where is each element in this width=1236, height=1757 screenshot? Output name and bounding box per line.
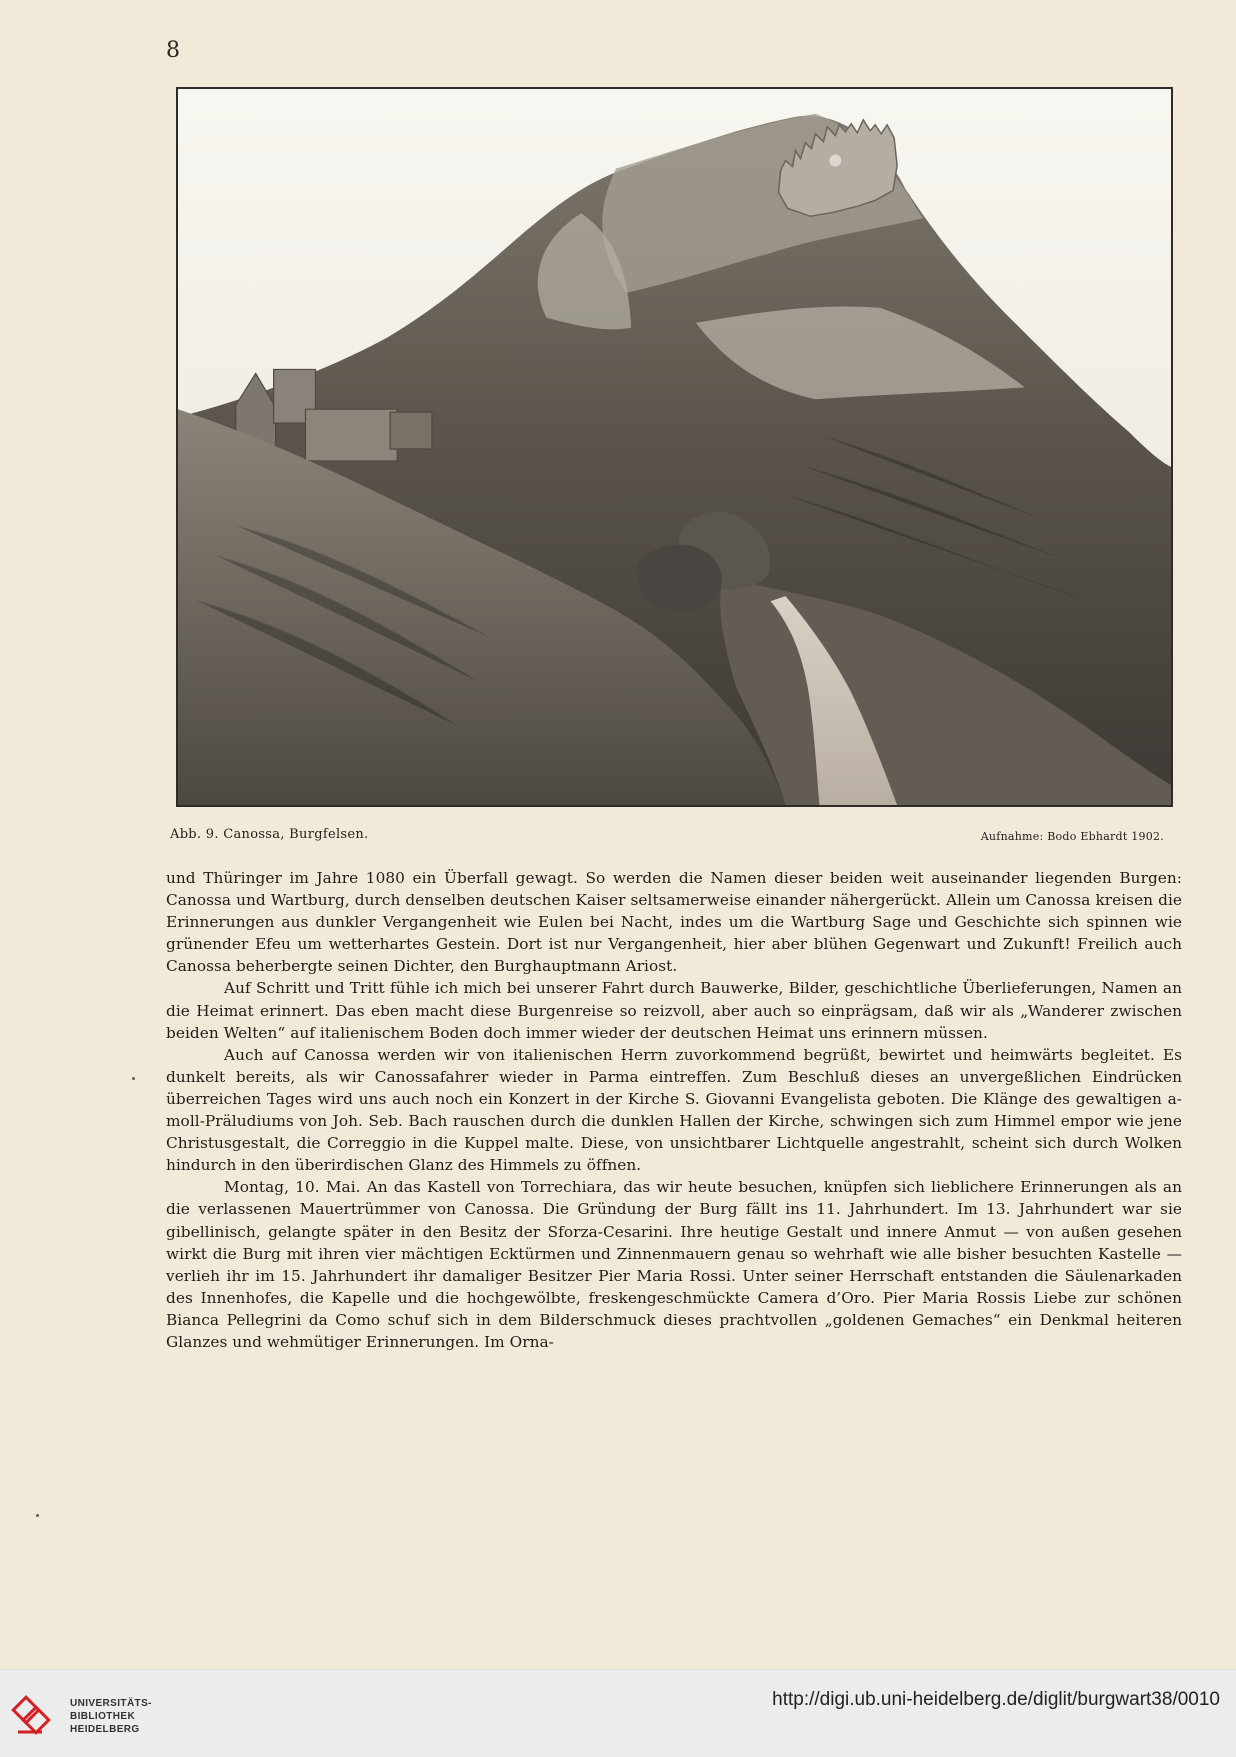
library-name-line-2: BIBLIOTHEK xyxy=(70,1711,136,1722)
paragraph-3: Auch auf Canossa werden wir von italienischen Herrn zuvorkommend begrüßt, bewirtet und heimwärts begleitet. Es dunkelt bereits, als wir Canossafahrer wieder in Parma eintreffen. Zum Beschluß dieses an unvergeßlichen Eindrücken überreichen Tages wird uns auch noch ein Konzert in der Kirche S. Giovanni Evangelista geboten. Die Klänge des gewaltigen a-moll-Präludiums von Joh. Seb. Bach rauschen durch die dunklen Hallen der Kirche, schwingen sich zum Himmel empor wie jene Christusgestalt, die Correggio in die Kuppel malte. Diese, von unsichtbarer Lichtquelle angestrahlt, scheint sich durch Wolken hindurch in den überirdischen Glanz des Himmels zu öffnen. xyxy=(166,1045,1182,1175)
page-number: 8 xyxy=(166,38,180,63)
library-name-line-3: HEIDELBERG xyxy=(70,1724,140,1735)
left-building-3 xyxy=(305,409,397,461)
print-speck xyxy=(132,1077,135,1080)
paragraph-1: und Thüringer im Jahre 1080 ein Überfall gewagt. So werden die Namen dieser beiden weit auseinander liegenden Burgen: Canossa und Wartburg, durch denselben deutschen Kaiser seltsamerweise einander nähergerückt. Allein um Canossa kreisen die Erinnerungen aus dunkler Vergangenheit wie Eulen bei Nacht, indes um die Wartburg Sage und Geschichte sich spinnen wie grünender Efeu um wetterhartes Gestein. Dort ist nur Vergangenheit, hier aber blühen Gegenwart und Zukunft! Freilich auch Canossa beherbergte seinen Dichter, den Burghauptmann Ariost. xyxy=(166,869,1182,976)
photo-drawing xyxy=(178,89,1171,805)
ruin-window xyxy=(829,155,841,167)
library-logo xyxy=(10,1693,68,1741)
figure-caption: Abb. 9. Canossa, Burgfelsen. xyxy=(170,827,369,842)
library-name-line-1: UNIVERSITÄTS- xyxy=(70,1698,152,1709)
castle-rock-photo xyxy=(176,87,1173,807)
paragraph-2: Auf Schritt und Tritt fühle ich mich bei unserer Fahrt durch Bauwerke, Bilder, geschichtliche Überlieferungen, Namen an die Heimat erinnert. Das eben macht diese Burgenreise so reizvoll, aber auch so einprägsam, daß wir als „Wanderer zwischen beiden Welten“ auf italienischem Boden doch immer wieder der deutschen Heimat uns erinnern müssen. xyxy=(166,979,1182,1042)
left-building-4 xyxy=(390,412,432,449)
photo-credit: Aufnahme: Bodo Ebhardt 1902. xyxy=(980,830,1164,843)
library-name xyxy=(70,1697,180,1736)
digital-library-footer xyxy=(0,1669,1236,1757)
library-logo-mark xyxy=(10,1693,68,1741)
print-speck xyxy=(36,1514,39,1517)
paragraph-4: Montag, 10. Mai. An das Kastell von Torrechiara, das wir heute besuchen, knüpfen sich lieblichere Erinnerungen als an die verlassenen Mauertrümmer von Canossa. Die Gründung der Burg fällt ins 11. Jahrhundert. Im 13. Jahrhundert war sie gibellinisch, gelangte später in den Besitz der Sforza-Cesarini. Ihre heutige Gestalt und innere Anmut — von außen gesehen wirkt die Burg mit ihren vier mächtigen Ecktürmen und Zinnenmauern genau so wehrhaft wie alle bisher besuchten Kastelle — verlieh ihr im 15. Jahrhundert ihr damaliger Besitzer Pier Maria Rossi. Unter seiner Herrschaft entstanden die Säulenarkaden des Innenhofes, die Kapelle und die hochgewölbte, freskengeschmückte Camera d’Oro. Pier Maria Rossis Liebe zur schönen Bianca Pellegrini da Como schuf sich in dem Bilderschmuck dieses prachtvollen „goldenen Gemaches“ ein Denkmal heiteren Glanzes und wehmütiger Erinnerungen. Im Orna- xyxy=(166,1178,1182,1351)
source-url[interactable]: http://digi.ub.uni-heidelberg.de/diglit/burgwart38/0010 xyxy=(772,1689,1220,1710)
article-text xyxy=(166,867,1182,1353)
